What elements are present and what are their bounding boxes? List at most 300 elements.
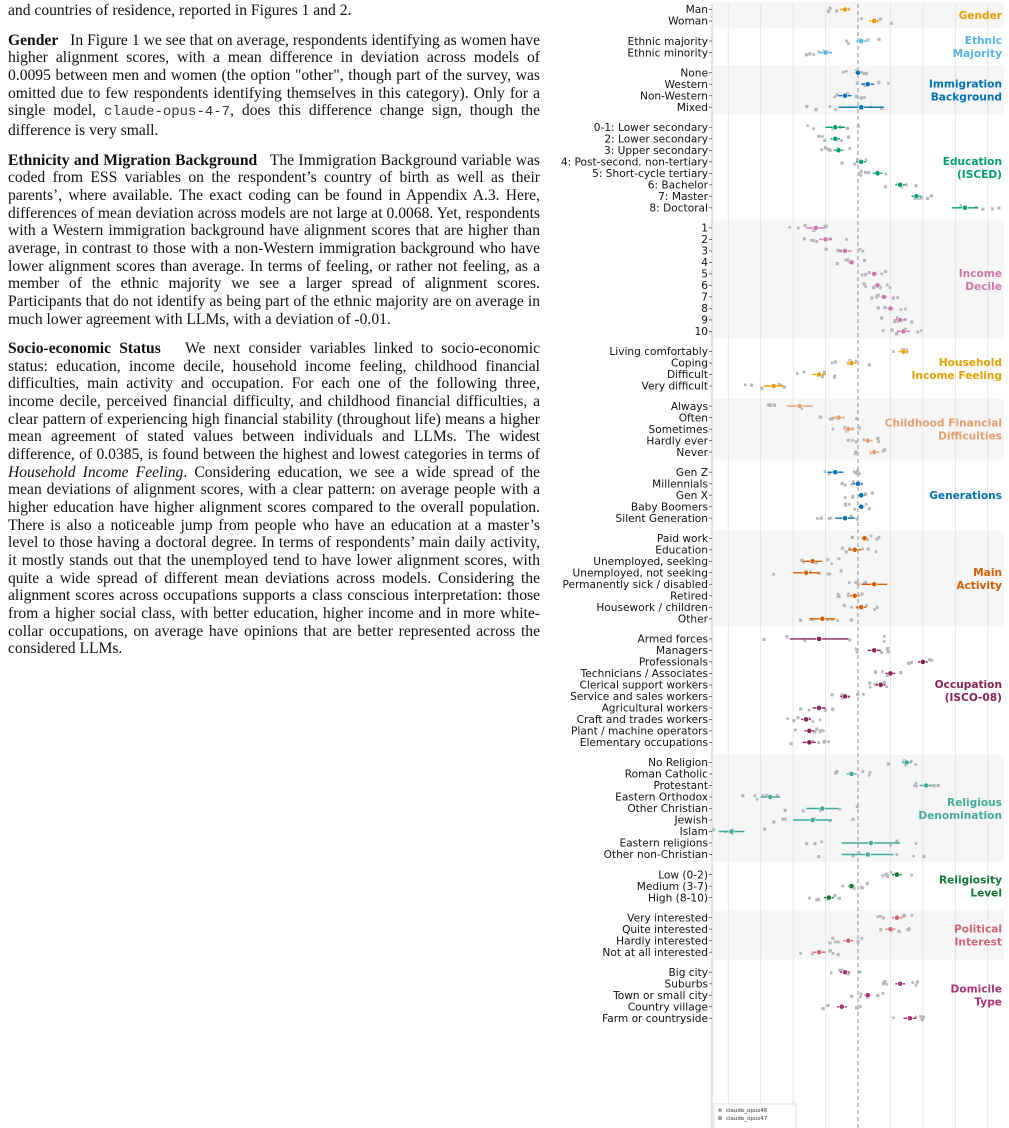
mean-point bbox=[852, 593, 857, 598]
model-point bbox=[884, 172, 887, 175]
mean-point bbox=[859, 605, 864, 610]
model-point bbox=[812, 53, 815, 56]
model-point bbox=[915, 782, 918, 785]
model-point bbox=[750, 384, 753, 387]
model-point bbox=[889, 286, 892, 289]
category-label: Craft and trades workers bbox=[576, 714, 708, 727]
mean-point bbox=[859, 159, 864, 164]
mean-point bbox=[888, 671, 893, 676]
model-point bbox=[890, 871, 893, 874]
group-label: Difficulties bbox=[938, 430, 1002, 443]
category-label: Protestant bbox=[653, 780, 708, 793]
model-point bbox=[915, 842, 918, 845]
model-point bbox=[904, 307, 907, 310]
model-point bbox=[862, 693, 865, 696]
model-point bbox=[817, 898, 820, 901]
model-point bbox=[910, 914, 913, 917]
category-label: Difficult bbox=[667, 369, 708, 382]
model-point bbox=[892, 1016, 895, 1019]
mean-point bbox=[888, 306, 893, 311]
category-label: 0-1: Lower secondary bbox=[593, 122, 708, 134]
ses-heading: Socio-economic Status bbox=[8, 340, 161, 358]
category-label: None bbox=[680, 67, 708, 80]
category-label: Sometimes bbox=[648, 423, 708, 436]
model-point bbox=[831, 707, 834, 710]
model-point bbox=[841, 161, 844, 164]
model-point bbox=[824, 146, 827, 149]
category-label: Clerical support workers bbox=[579, 679, 708, 692]
model-point bbox=[922, 855, 925, 858]
category-label: Mixed bbox=[676, 101, 708, 114]
model-point bbox=[887, 650, 890, 653]
mean-point bbox=[872, 18, 877, 23]
model-point bbox=[848, 147, 851, 150]
model-point bbox=[889, 844, 892, 847]
model-point bbox=[991, 207, 994, 210]
model-point bbox=[886, 283, 889, 286]
mean-point bbox=[852, 547, 857, 552]
group-label: Immigration bbox=[928, 78, 1002, 91]
model-point bbox=[866, 882, 869, 885]
category-label: Hardly interested bbox=[616, 935, 708, 948]
model-point bbox=[875, 538, 878, 541]
model-point bbox=[870, 534, 873, 537]
mean-point bbox=[803, 570, 808, 575]
model-point bbox=[842, 71, 845, 74]
group-label: Activity bbox=[956, 579, 1002, 592]
category-label: Always bbox=[670, 400, 708, 413]
model-point bbox=[813, 842, 816, 845]
legend-marker bbox=[718, 1108, 722, 1112]
mean-point bbox=[807, 740, 812, 745]
model-point bbox=[828, 105, 831, 108]
model-point bbox=[846, 127, 849, 130]
category-label: Quite interested bbox=[622, 923, 708, 936]
model-point bbox=[882, 916, 885, 919]
group-label: Interest bbox=[954, 936, 1002, 949]
model-point bbox=[870, 296, 873, 299]
model-point bbox=[834, 360, 837, 363]
category-label: Millennials bbox=[652, 478, 708, 491]
category-label: Professionals bbox=[638, 656, 708, 669]
model-point bbox=[883, 980, 886, 983]
model-point bbox=[805, 105, 808, 108]
model-point bbox=[803, 224, 806, 227]
model-point bbox=[844, 484, 847, 487]
category-label: 4 bbox=[701, 257, 708, 270]
ses-body-a: We next consider variables linked to socio-economic status: education, income decile, household income feeling, childhood financial difficulties, main activity and occupation. For each one of the following three, income decile, perceived financial difficulty, and childhood financial difficulties, a clear pattern of experiencing high financial stability (throughout life) means a higher mean agreement of stated values between individuals and LLMs. The widest difference, of 0.0385, is found between the highest and lowest categories in terms of bbox=[8, 340, 541, 464]
model-point bbox=[885, 983, 888, 986]
model-point bbox=[773, 404, 776, 407]
intro-line: and countries of residence, reported in Figures 1 and 2. bbox=[8, 2, 352, 19]
model-point bbox=[867, 171, 870, 174]
model-point bbox=[856, 805, 859, 808]
category-label: 4: Post-second. non-tertiary bbox=[560, 156, 708, 169]
mean-point bbox=[855, 481, 860, 486]
model-point bbox=[803, 237, 806, 240]
mean-point bbox=[836, 415, 841, 420]
model-point bbox=[824, 709, 827, 712]
model-point bbox=[819, 718, 822, 721]
category-label: Medium (3-7) bbox=[636, 880, 708, 893]
mean-point bbox=[833, 125, 838, 130]
category-label: 5 bbox=[701, 268, 708, 281]
group-label: Religious bbox=[947, 796, 1002, 809]
category-label: Permanently sick / disabled bbox=[562, 579, 708, 591]
model-point bbox=[834, 941, 837, 944]
category-label: Elementary occupations bbox=[579, 737, 708, 750]
group-label: (ISCED) bbox=[956, 168, 1002, 181]
category-label: Never bbox=[676, 446, 708, 459]
mean-point bbox=[875, 283, 880, 288]
mean-point bbox=[872, 648, 877, 653]
category-label: Jewish bbox=[674, 814, 708, 827]
model-point bbox=[920, 329, 923, 332]
model-point bbox=[763, 827, 766, 830]
category-label: Unemployed, seeking bbox=[593, 556, 708, 568]
model-point bbox=[910, 320, 913, 323]
model-point bbox=[855, 417, 858, 420]
model-point bbox=[886, 875, 889, 878]
model-point bbox=[861, 547, 864, 550]
model-point bbox=[833, 894, 836, 897]
model-point bbox=[840, 139, 843, 142]
model-point bbox=[784, 809, 787, 812]
category-label: 3: Upper secondary bbox=[603, 145, 708, 157]
model-point bbox=[781, 818, 784, 821]
model-point bbox=[827, 10, 830, 13]
model-point bbox=[883, 448, 886, 451]
group-label: Religiosity bbox=[938, 874, 1002, 887]
mean-point bbox=[901, 349, 906, 354]
category-label: Western bbox=[664, 78, 708, 91]
model-point bbox=[799, 952, 802, 955]
model-point bbox=[808, 52, 811, 55]
model-point bbox=[880, 651, 883, 654]
model-point bbox=[835, 9, 838, 12]
model-point bbox=[868, 682, 871, 685]
model-point bbox=[853, 508, 856, 511]
category-label: Roman Catholic bbox=[624, 768, 708, 781]
model-point bbox=[880, 272, 883, 275]
model-point bbox=[837, 595, 840, 598]
model-point bbox=[860, 593, 863, 596]
model-point bbox=[860, 937, 863, 940]
model-point bbox=[856, 81, 859, 84]
model-point bbox=[912, 855, 915, 858]
model-point bbox=[895, 853, 898, 856]
model-point bbox=[839, 808, 842, 811]
model-point bbox=[854, 647, 857, 650]
model-point bbox=[854, 452, 857, 455]
model-point bbox=[860, 17, 863, 20]
mean-point bbox=[898, 981, 903, 986]
model-point bbox=[802, 809, 805, 812]
model-point bbox=[778, 383, 781, 386]
model-point bbox=[875, 550, 878, 553]
mean-point bbox=[888, 927, 893, 932]
model-point bbox=[844, 503, 847, 506]
category-label: Town or small city bbox=[613, 990, 708, 1002]
model-point bbox=[907, 662, 910, 665]
model-point bbox=[837, 557, 840, 560]
category-label: Very interested bbox=[627, 912, 708, 925]
category-label: Baby Boomers bbox=[630, 501, 708, 514]
group-label: Income bbox=[958, 267, 1002, 280]
mean-point bbox=[881, 294, 886, 299]
model-point bbox=[830, 971, 833, 974]
model-point bbox=[928, 658, 931, 661]
model-point bbox=[916, 330, 919, 333]
model-point bbox=[883, 306, 886, 309]
model-point bbox=[845, 70, 848, 73]
model-point bbox=[760, 387, 763, 390]
mean-point bbox=[872, 582, 877, 587]
mean-point bbox=[833, 470, 838, 475]
mean-point bbox=[842, 93, 847, 98]
model-point bbox=[741, 794, 744, 797]
model-point bbox=[753, 794, 756, 797]
model-point bbox=[855, 95, 858, 98]
model-point bbox=[902, 915, 905, 918]
model-point bbox=[772, 820, 775, 823]
model-point bbox=[827, 740, 830, 743]
model-point bbox=[829, 517, 832, 520]
model-point bbox=[816, 517, 819, 520]
model-point bbox=[883, 635, 886, 638]
category-label: Country village bbox=[627, 1001, 708, 1014]
category-label: Suburbs bbox=[664, 978, 708, 991]
group-label: Ethnic bbox=[964, 35, 1002, 48]
model-point bbox=[865, 158, 868, 161]
model-point bbox=[890, 22, 893, 25]
model-point bbox=[881, 992, 884, 995]
model-point bbox=[900, 308, 903, 311]
mean-point bbox=[820, 806, 825, 811]
model-point bbox=[811, 720, 814, 723]
model-point bbox=[879, 18, 882, 21]
mean-point bbox=[859, 504, 864, 509]
model-point bbox=[858, 472, 861, 475]
model-point bbox=[823, 371, 826, 374]
model-point bbox=[831, 428, 834, 431]
category-label: Islam bbox=[679, 826, 708, 839]
category-label: Technicians / Associates bbox=[580, 668, 708, 681]
model-point bbox=[837, 953, 840, 956]
model-point bbox=[933, 784, 936, 787]
model-point bbox=[850, 618, 853, 621]
model-point bbox=[859, 995, 862, 998]
model-point bbox=[893, 321, 896, 324]
model-point bbox=[864, 493, 867, 496]
model-point bbox=[863, 96, 866, 99]
category-label: Often bbox=[678, 412, 708, 425]
model-point bbox=[880, 317, 883, 320]
model-point bbox=[885, 685, 888, 688]
model-point bbox=[895, 839, 898, 842]
mean-point bbox=[894, 872, 899, 877]
model-point bbox=[762, 638, 765, 641]
model-point bbox=[876, 915, 879, 918]
mean-point bbox=[810, 817, 815, 822]
mean-point bbox=[924, 783, 929, 788]
model-point bbox=[877, 81, 880, 84]
model-point bbox=[756, 798, 759, 801]
mean-point bbox=[823, 237, 828, 242]
mean-point bbox=[833, 136, 838, 141]
model-point bbox=[859, 1005, 862, 1008]
mean-point bbox=[813, 225, 818, 230]
gender-body-b: , does this difference change sign, though the difference is very small. bbox=[8, 102, 541, 139]
model-point bbox=[815, 240, 818, 243]
model-point bbox=[857, 125, 860, 128]
group-label: Income Feeling bbox=[911, 370, 1002, 383]
model-point bbox=[832, 952, 835, 955]
model-point bbox=[865, 503, 868, 506]
model-point bbox=[860, 96, 863, 99]
group-label: (ISCO-08) bbox=[944, 691, 1002, 704]
mean-point bbox=[842, 248, 847, 253]
group-label: Domicile bbox=[950, 983, 1002, 996]
model-point bbox=[864, 285, 867, 288]
mean-point bbox=[839, 1004, 844, 1009]
model-point bbox=[913, 784, 916, 787]
model-point bbox=[851, 495, 854, 498]
model-point bbox=[796, 372, 799, 375]
model-point bbox=[865, 604, 868, 607]
mean-point bbox=[868, 840, 873, 845]
model-point bbox=[848, 581, 851, 584]
model-point bbox=[937, 784, 940, 787]
model-point bbox=[815, 727, 818, 730]
model-point bbox=[859, 971, 862, 974]
mean-point bbox=[849, 884, 854, 889]
model-point bbox=[868, 774, 871, 777]
mean-point bbox=[865, 852, 870, 857]
category-label: No Religion bbox=[648, 757, 708, 770]
model-point bbox=[820, 840, 823, 843]
model-point bbox=[823, 470, 826, 473]
model-point bbox=[831, 937, 834, 940]
model-point bbox=[914, 184, 917, 187]
model-point bbox=[826, 1004, 829, 1007]
model-point bbox=[833, 374, 836, 377]
category-label: Coping bbox=[671, 357, 708, 370]
model-point bbox=[868, 771, 871, 774]
group-label: Generations bbox=[929, 490, 1002, 502]
group-label: Main bbox=[973, 566, 1002, 579]
model-point bbox=[864, 273, 867, 276]
model-point bbox=[879, 928, 882, 931]
model-point bbox=[794, 728, 797, 731]
category-label: Not at all interested bbox=[602, 946, 708, 959]
category-label: Eastern Orthodox bbox=[615, 791, 708, 804]
category-label: Gen X bbox=[675, 489, 708, 502]
model-point bbox=[853, 162, 856, 165]
model-point bbox=[803, 639, 806, 642]
mean-point bbox=[771, 383, 776, 388]
model-point bbox=[860, 992, 863, 995]
group-label: Level bbox=[970, 887, 1002, 900]
model-point bbox=[790, 742, 793, 745]
model-point bbox=[828, 949, 831, 952]
category-label: Man bbox=[685, 4, 708, 17]
model-point bbox=[845, 550, 848, 553]
category-label: Other bbox=[677, 613, 708, 626]
mean-point bbox=[920, 659, 925, 664]
category-label: Retired bbox=[670, 590, 708, 603]
model-point bbox=[876, 437, 879, 440]
category-label: Big city bbox=[668, 967, 708, 979]
model-point bbox=[835, 93, 838, 96]
mean-point bbox=[842, 970, 847, 975]
model-point bbox=[851, 536, 854, 539]
category-label: Service and sales workers bbox=[570, 691, 708, 704]
model-point bbox=[863, 259, 866, 262]
model-point bbox=[861, 770, 864, 773]
mean-point bbox=[859, 493, 864, 498]
model-point bbox=[855, 359, 858, 362]
model-point bbox=[786, 717, 789, 720]
model-point bbox=[861, 250, 864, 253]
mean-point bbox=[797, 404, 802, 409]
model-point bbox=[881, 670, 884, 673]
gender-heading: Gender bbox=[8, 31, 59, 49]
mean-point bbox=[836, 148, 841, 153]
model-point bbox=[855, 518, 858, 521]
mean-point bbox=[859, 39, 864, 44]
mean-point bbox=[865, 438, 870, 443]
model-point bbox=[869, 686, 872, 689]
mean-point bbox=[807, 728, 812, 733]
model-point bbox=[848, 638, 851, 641]
model-point bbox=[847, 594, 850, 597]
group-label: Decile bbox=[965, 280, 1002, 293]
ethnicity-body: The Immigration Background variable was coded from ESS variables on the respondent’s country of birth as well as their parents’, where available. The exact coding can be found in Appendix A.3. Here, differences of mean deviation across models are not large at 0.0068. Yet, respondents with a Western immigration background have alignment scores that are higher than average, in contrast to those with a non-Western immigration background who have lower alignment scores than average. In terms of feeling, or rather not feeling, as a member of the ethnic majority we see a larger spread of alignment scores. Participants that do not identify as being part of the ethnic majority are on average in much lower agreement with LLMs, with a deviation of -0.01. bbox=[8, 151, 540, 328]
mean-point bbox=[849, 260, 854, 265]
model-point bbox=[817, 741, 820, 744]
category-label: 8: Doctoral bbox=[649, 202, 708, 215]
model-point bbox=[785, 635, 788, 638]
model-point bbox=[886, 647, 889, 650]
model-point bbox=[916, 980, 919, 983]
model-point bbox=[852, 480, 855, 483]
mean-point bbox=[816, 705, 821, 710]
category-label: Silent Generation bbox=[615, 512, 708, 525]
mean-point bbox=[842, 694, 847, 699]
model-point bbox=[825, 248, 828, 251]
model-point bbox=[837, 940, 840, 943]
model-point bbox=[981, 208, 984, 211]
ses-emphasis: Household Income Feeling bbox=[8, 463, 184, 481]
model-point bbox=[855, 1006, 858, 1009]
model-point bbox=[997, 206, 1000, 209]
mean-point bbox=[898, 182, 903, 187]
category-label: Paid work bbox=[656, 533, 708, 545]
model-point bbox=[829, 573, 832, 576]
category-label: 7: Master bbox=[658, 191, 708, 203]
model-point bbox=[799, 707, 802, 710]
group-label: Occupation bbox=[934, 678, 1002, 691]
mean-point bbox=[768, 794, 773, 799]
model-point bbox=[892, 296, 895, 299]
model-point bbox=[906, 928, 909, 931]
model-point bbox=[834, 771, 837, 774]
category-label: Education bbox=[655, 544, 708, 557]
group-label: Gender bbox=[958, 10, 1002, 23]
model-point bbox=[858, 172, 861, 175]
gender-body-a: In Figure 1 we see that on average, respondents identifying as women have higher alignment scores, with a mean difference in deviation across models of 0.0095 between men and women (the option "other", though part of the survey, was omitted due to few respondents identifying themselves in this category). Only for a single model, bbox=[8, 31, 540, 120]
